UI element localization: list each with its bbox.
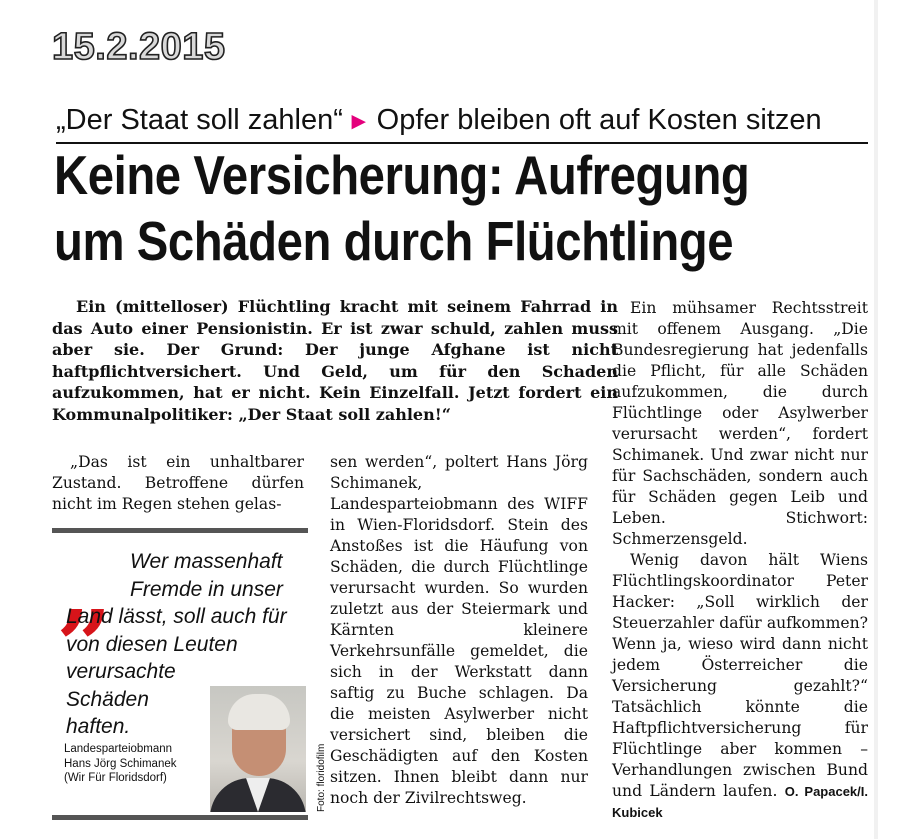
body-text-col2: sen werden“, poltert Hans Jörg Schimanek, Landesparteiobmann des WIFF in Wien-Floridsdorf. Stein des Anstoßes ist die Häufung von Schäden, die durch Flüchtlinge verursacht wurden. So wurden zuletzt aus der Steiermark und Kärnten kleinere Verkehrsunfälle gemeldet, die sich in der Werkstatt dann saftig zu Buche schlagen. Da die meisten Asylwerber nicht versichert sind, bleiben die Geschädigten auf den Kosten sitzen. Ihnen bleibt dann nur noch der Zivilrechtsweg. <box>330 453 588 807</box>
photo-credit: Foto: floridofilm <box>316 743 327 812</box>
publication-date: 15.2.2015 <box>52 26 226 68</box>
pull-quote-line: Schäden <box>66 687 149 711</box>
kicker-quote: „Der Staat soll zahlen“ <box>56 104 343 136</box>
quote-box-bottom-rule <box>52 815 308 820</box>
photo-hair-shape <box>228 694 290 730</box>
pull-quote-line: Fremde in unser <box>130 577 283 601</box>
headline <box>54 142 756 274</box>
body-text-col3a: Ein mühsamer Rechtsstreit mit offenem Ausgang. „Die Bundesregierung hat jedenfalls die Pflicht, für alle Schäden aufzukommen, die durch Flüchtlinge oder Asylwerber verursacht werden“, fordert Schimanek. Und zwar nicht nur für Sachschäden, sondern auch für Schäden gegen Leib und Leben. Stichwort: Schmerzensgeld. <box>612 299 868 548</box>
pull-quote-line: Land lässt, soll auch für <box>66 605 287 628</box>
pull-quote-line: von diesen Leuten <box>66 632 238 656</box>
body-text-col1: „Das ist ein unhaltbarer Zustand. Betroffene dürfen nicht im Regen stehen gelas- <box>52 453 304 513</box>
photo-caption <box>64 742 214 786</box>
pull-quote-line: haften. <box>66 715 131 738</box>
kicker-text: Opfer bleiben oft auf Kosten sitzen <box>376 104 822 136</box>
body-text-col3b <box>612 550 868 823</box>
caption-line: Hans Jörg Schimanek <box>64 757 177 770</box>
quote-mark-icon: „ <box>58 534 114 647</box>
body-text-col3b-text: Wenig davon hält Wiens Flüchtlingskoordinator Peter Hacker: „Soll wirklich der Steuerzahler dafür aufkommen? Wenn ja, wieso wird dann nicht jedem Österreicher die Versicherung gezahlt?“ Tatsächlich könnte die Haftpflichtversicherung für Flüchtlinge aber kommen – Verhandlungen zwischen Bund und Ländern laufen. <box>612 551 868 800</box>
body-column-2 <box>330 452 588 809</box>
headline-line-2: um Schäden durch Flüchtlinge <box>54 210 734 272</box>
quote-box-top-rule <box>52 528 308 533</box>
kicker-arrow-icon: ► <box>346 108 371 135</box>
portrait-photo <box>210 686 306 812</box>
body-column-3 <box>612 298 868 823</box>
author-byline: O. Papacek/I. Kubicek <box>612 784 868 820</box>
headline-line-1: Keine Versicherung: Aufregung <box>54 144 750 206</box>
caption-line: (Wir Für Floridsdorf) <box>64 772 167 784</box>
caption-line: Landesparteiobmann <box>64 743 173 755</box>
page-edge-rule <box>874 0 878 839</box>
body-column-1 <box>52 452 304 515</box>
lead-paragraph: Ein (mittelloser) Flüchtling kracht mit seinem Fahrrad in das Auto einer Pensionistin. Er ist zwar schuld, zahlen muss aber sie. Der Grund: Der junge Afghane ist nicht haftpflichtversichert. Und Geld, um für den Schaden aufzukommen, hat er nicht. Kein Einzelfall. Jetzt fordert ein Kommunalpolitiker: „Der Staat soll zahlen!“ <box>52 297 618 424</box>
pull-quote-line: verursachte <box>66 660 176 683</box>
pull-quote-line: Wer massenhaft <box>130 550 283 573</box>
kicker-line <box>56 100 868 144</box>
